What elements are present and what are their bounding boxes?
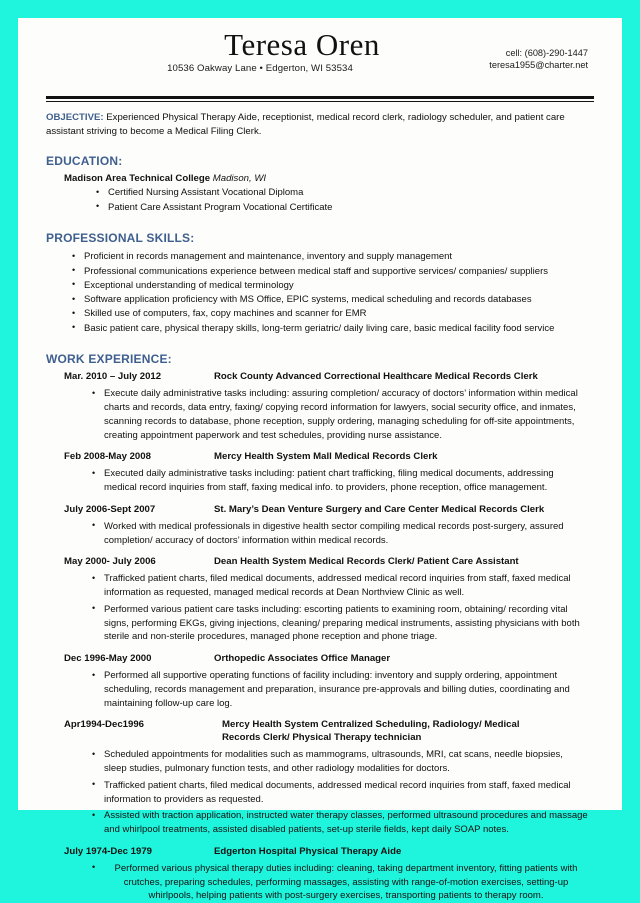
list-item: • Certified Nursing Assistant Vocational Diploma <box>94 186 594 200</box>
skills-heading: PROFESSIONAL SKILLS: <box>46 231 195 246</box>
job-entry <box>46 504 594 547</box>
resume-header <box>46 29 594 91</box>
school-location: Madison, WI <box>212 173 267 185</box>
list-item: • Trafficked patient charts, filed medical documents, addressed medical record inquiries from staff, faxed medical information to providers as requested. <box>90 779 588 807</box>
list-item: • Execute daily administrative tasks including: assuring completion/ accuracy of doctors’ information within medical charts and records, data entry, faxing/ copying record information for lawyers, social security office, and inmates, scanning records to database, phone reception, supply ordering, managing scheduling for off-site appointments, creating appointment paperwork and test schedules, providing nurse assistance. <box>90 387 588 442</box>
list-item: • Software application proficiency with MS Office, EPIC systems, medical scheduling and records databases <box>70 293 594 307</box>
education-school-line <box>64 173 594 184</box>
header-divider <box>46 96 594 102</box>
job-bullet-list <box>90 520 588 548</box>
job-dates: May 2000- July 2006 <box>64 556 156 568</box>
list-item: • Performed various physical therapy duties including: cleaning, taking department inventory, fitting patients with crutches, preparing schedules, performing massages, assisting with range-of-motion exercises, setting-up whirlpools, helping patients with post-surgery exercises, transporting patients to therapy room. <box>90 862 588 903</box>
list-item: • Worked with medical professionals in digestive health sector compiling medical records post-surgery, assured completion/ accuracy of doctors’ information within medical records. <box>90 520 588 548</box>
job-title: Rock County Advanced Correctional Healthcare Medical Records Clerk <box>214 371 538 383</box>
job-title: Orthopedic Associates Office Manager <box>214 653 391 665</box>
objective-label: OBJECTIVE: <box>46 112 104 124</box>
skills-list <box>70 250 594 335</box>
candidate-name: Teresa Oren <box>224 27 380 62</box>
school-name: Madison Area Technical College <box>64 173 211 185</box>
education-list <box>94 186 594 214</box>
job-title: St. Mary’s Dean Venture Surgery and Care Center Medical Records Clerk <box>214 503 545 515</box>
job-dates: July 2006-Sept 2007 <box>64 503 156 515</box>
job-dates: Dec 1996-May 2000 <box>64 653 152 665</box>
job-bullet-list <box>90 467 588 495</box>
job-dates: July 1974-Dec 1979 <box>64 845 153 857</box>
job-entry <box>46 653 594 710</box>
job-entry <box>46 556 594 644</box>
list-item: • Assisted with traction application, instructed water therapy classes, performed ultrasound procedures and massage and whirlpool treatments, assisted disabled patients, set-up sterile fields, kept daily SOAP notes. <box>90 809 588 837</box>
job-header <box>64 504 594 517</box>
resume-page <box>18 18 622 902</box>
job-title: Mercy Health System Mall Medical Records Clerk <box>214 451 438 463</box>
job-header <box>64 371 594 384</box>
candidate-address: 10536 Oakway Lane • Edgerton, WI 53534 <box>167 62 353 74</box>
job-entry <box>46 371 594 442</box>
list-item: • Performed all supportive operating functions of facility including: inventory and supply ordering, appointment scheduling, records management and preparation, insurance pre-approvals and billing duties, coordinating and maintaining follow-up care log. <box>90 669 588 710</box>
list-item: • Performed various patient care tasks including: escorting patients to examining room, obtaining/ recording vital signs, performing EKGs, giving injections, cleaning/ preparing medical instruments, assisting physicians with both sterile and non-sterile procedures, managed phone reception and phone triage. <box>90 603 588 644</box>
job-bullet-list <box>90 572 588 644</box>
contact-block <box>489 47 588 72</box>
job-title: Edgerton Hospital Physical Therapy Aide <box>214 845 402 857</box>
education-section <box>46 154 594 214</box>
job-entry <box>46 451 594 494</box>
list-item: • Professional communications experience between medical staff and supportive services/ companies/ suppliers <box>70 265 594 279</box>
job-bullet-list <box>90 748 588 837</box>
candidate-phone: cell: (608)-290-1447 <box>505 47 588 58</box>
objective-paragraph <box>46 111 594 138</box>
job-header <box>64 451 594 464</box>
job-title: Dean Health System Medical Records Clerk/ Patient Care Assistant <box>214 556 519 568</box>
job-entry <box>46 719 594 836</box>
job-header <box>64 653 594 666</box>
list-item: • Patient Care Assistant Program Vocational Certificate <box>94 201 594 215</box>
list-item: • Scheduled appointments for modalities such as mammograms, ultrasounds, MRI, cat scans, needle biopsies, sleep studies, pulmonary function tests, and other radiology modalities for doctors. <box>90 748 588 776</box>
list-item: • Proficient in records management and maintenance, inventory and supply management <box>70 250 594 264</box>
skills-section <box>46 231 594 335</box>
job-entry <box>46 846 594 903</box>
objective-text: Experienced Physical Therapy Aide, receptionist, medical record clerk, radiology scheduler, and patient care assistant striving to become a Medical Filing Clerk. <box>46 112 565 137</box>
list-item: • Basic patient care, physical therapy skills, long-term geriatric/ daily living care, basic medical facility food service <box>70 322 594 336</box>
job-header <box>64 556 594 569</box>
job-bullet-list <box>90 387 588 442</box>
work-experience-section <box>46 352 594 903</box>
list-item: • Executed daily administrative tasks including: patient chart trafficking, filing medical documents, addressing medical record inquiries from staff, faxing medical info. to providers, phone reception, office management. <box>90 467 588 495</box>
work-experience-heading: WORK EXPERIENCE: <box>46 352 172 367</box>
education-heading: EDUCATION: <box>46 154 123 169</box>
job-header <box>64 719 594 745</box>
job-bullet-list <box>90 862 588 903</box>
job-dates: Apr1994-Dec1996 <box>64 719 145 731</box>
list-item: • Skilled use of computers, fax, copy machines and scanner for EMR <box>70 307 594 321</box>
job-title: Mercy Health System Centralized Scheduling, Radiology/ Medical Records Clerk/ Physical Therapy technician <box>222 719 520 744</box>
job-bullet-list <box>90 669 588 710</box>
job-header <box>64 846 594 859</box>
list-item: • Exceptional understanding of medical terminology <box>70 279 594 293</box>
list-item: • Trafficked patient charts, filed medical documents, addressed medical record inquiries from staff, faxed medical information as requested, managed medical records at Dean Northview Clinic as well. <box>90 572 588 600</box>
candidate-email: teresa1955@charter.net <box>489 60 588 71</box>
job-dates: Mar. 2010 – July 2012 <box>64 371 162 383</box>
job-dates: Feb 2008-May 2008 <box>64 451 151 463</box>
